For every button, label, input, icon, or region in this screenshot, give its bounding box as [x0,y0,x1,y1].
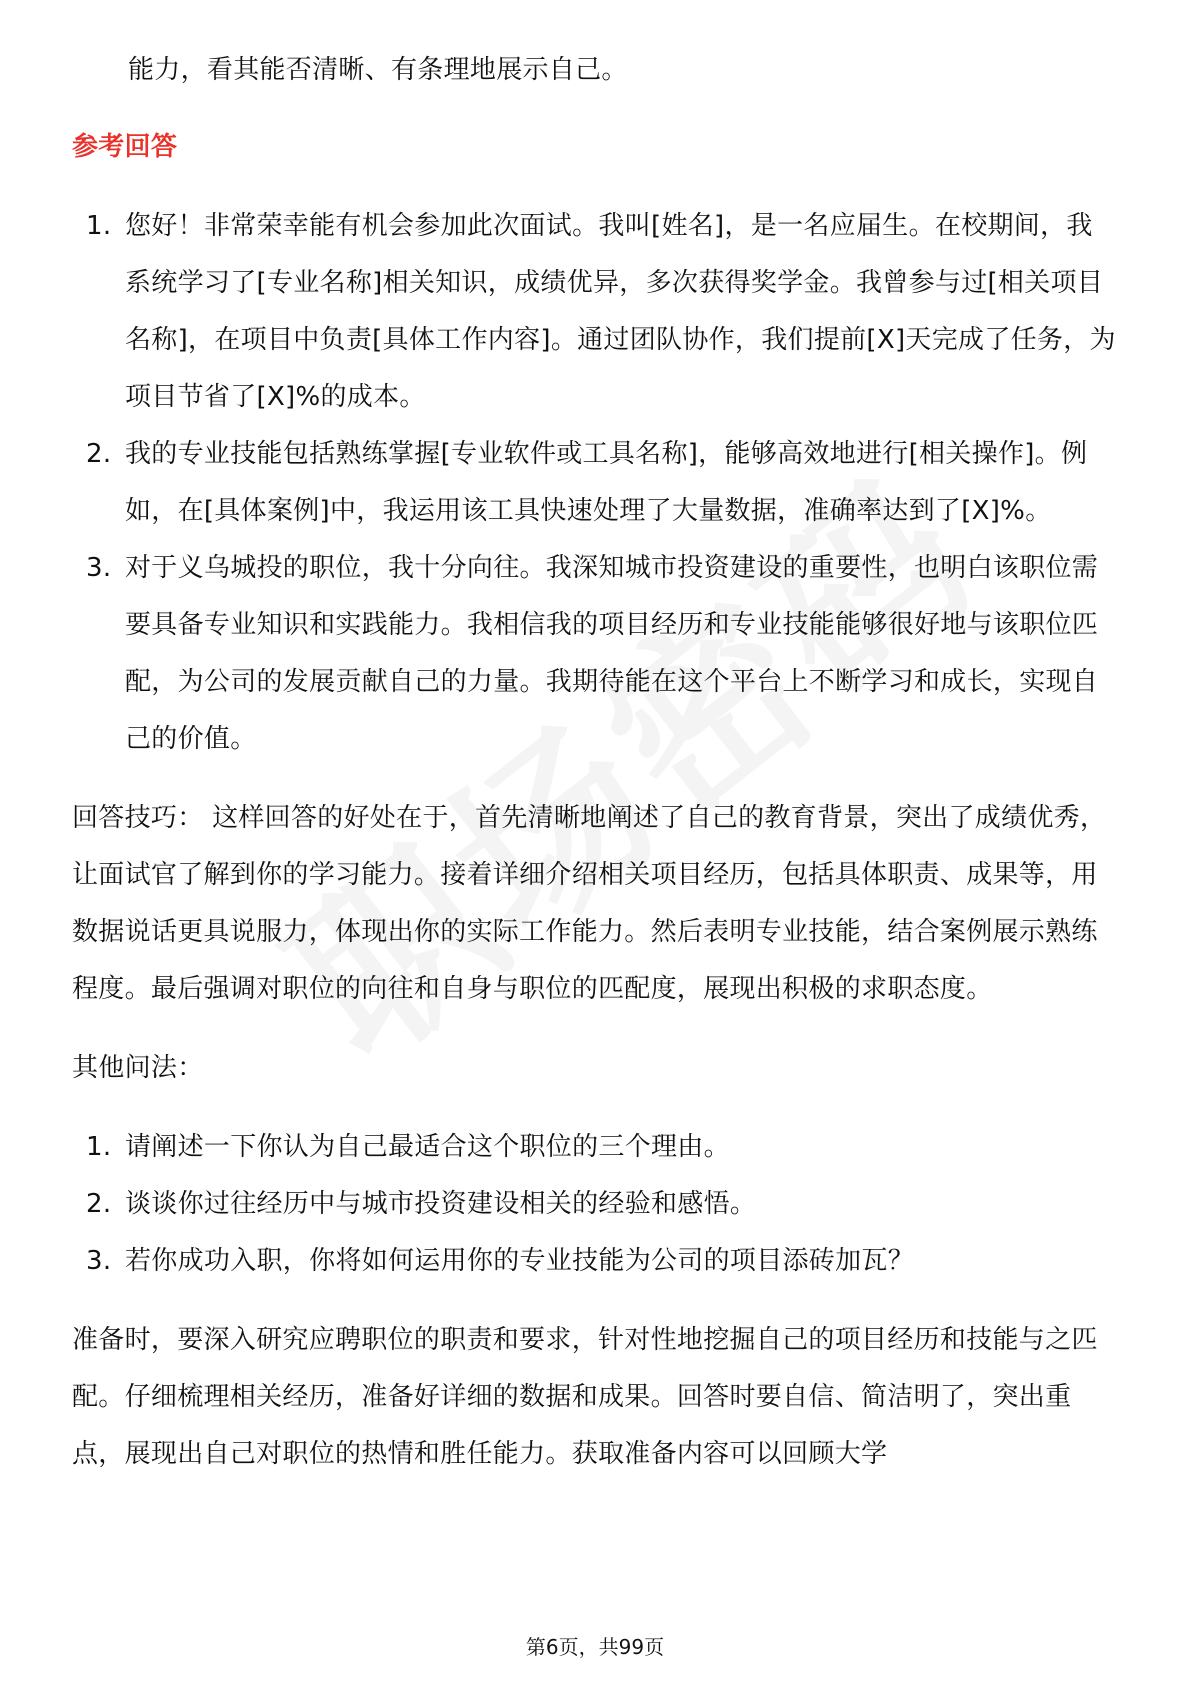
list-item-text: 对于义乌城投的职位，我十分向往。我深知城市投资建设的重要性，也明白该职位需要具备专业知识和实践能力。我相信我的项目经历和专业技能能够很好地与该职位匹配，为公司的发展贡献自己的力量。我期待能在这个平台上不断学习和成长，实现自己的价值。 [125,553,1099,754]
list-item-number: 1. [86,211,112,241]
list-item-number: 3. [86,1246,112,1276]
other-questions-list [72,1119,1118,1290]
page-number-footer: 第6页，共99页 [525,1635,665,1659]
answer-tips-paragraph: 回答技巧： 这样回答的好处在于，首先清晰地阐述了自己的教育背景，突出了成绩优秀，让面试官了解到你的学习能力。接着详细介绍相关项目经历，包括具体职责、成果等，用数据说话更具说服力，体现出你的实际工作能力。然后表明专业技能，结合案例展示熟练程度。最后强调对职位的向往和自身与职位的匹配度，展现出积极的求职态度。 [72,803,1107,1004]
list-item-text: 您好！非常荣幸能有机会参加此次面试。我叫[姓名]，是一名应届生。在校期间，我系统学习了[专业名称]相关知识，成绩优异，多次获得奖学金。我曾参与过[相关项目名称]，在项目中负责[具体工作内容]。通过团队协作，我们提前[X]天完成了任务，为项目节省了[X]%的成本。 [125,211,1116,412]
list-item [72,1176,1118,1233]
list-item-number: 1. [86,1132,112,1162]
list-item-text: 若你成功入职，你将如何运用你的专业技能为公司的项目添砖加瓦？ [125,1246,915,1276]
preparation-paragraph: 准备时，要深入研究应聘职位的职责和要求，针对性地挖掘自己的项目经历和技能与之匹配。仔细梳理相关经历，准备好详细的数据和成果。回答时要自信、简洁明了，突出重点，展现出自己对职位的热情和胜任能力。获取准备内容可以回顾大学 [72,1325,1098,1469]
list-item [72,198,1118,426]
list-item-text: 请阐述一下你认为自己最适合这个职位的三个理由。 [125,1132,730,1162]
list-item-number: 2. [86,439,112,469]
list-item [72,1119,1118,1176]
intro-tail-text: 能力，看其能否清晰、有条理地展示自己。 [128,55,628,85]
answer-list [72,198,1118,768]
list-item [72,426,1118,540]
list-item-text: 我的专业技能包括熟练掌握[专业软件或工具名称]，能够高效地进行[相关操作]。例如，在[具体案例]中，我运用该工具快速处理了大量数据，准确率达到了[X]%。 [125,439,1088,526]
list-item [72,540,1118,768]
list-item [72,1233,1118,1290]
reference-answer-heading: 参考回答 [72,132,178,162]
list-item-number: 2. [86,1189,112,1219]
document-content [72,42,1118,1483]
list-item-text: 谈谈你过往经历中与城市投资建设相关的经验和感悟。 [125,1189,757,1219]
list-item-number: 3. [86,553,112,583]
other-questions-heading: 其他问法： [72,1053,204,1083]
